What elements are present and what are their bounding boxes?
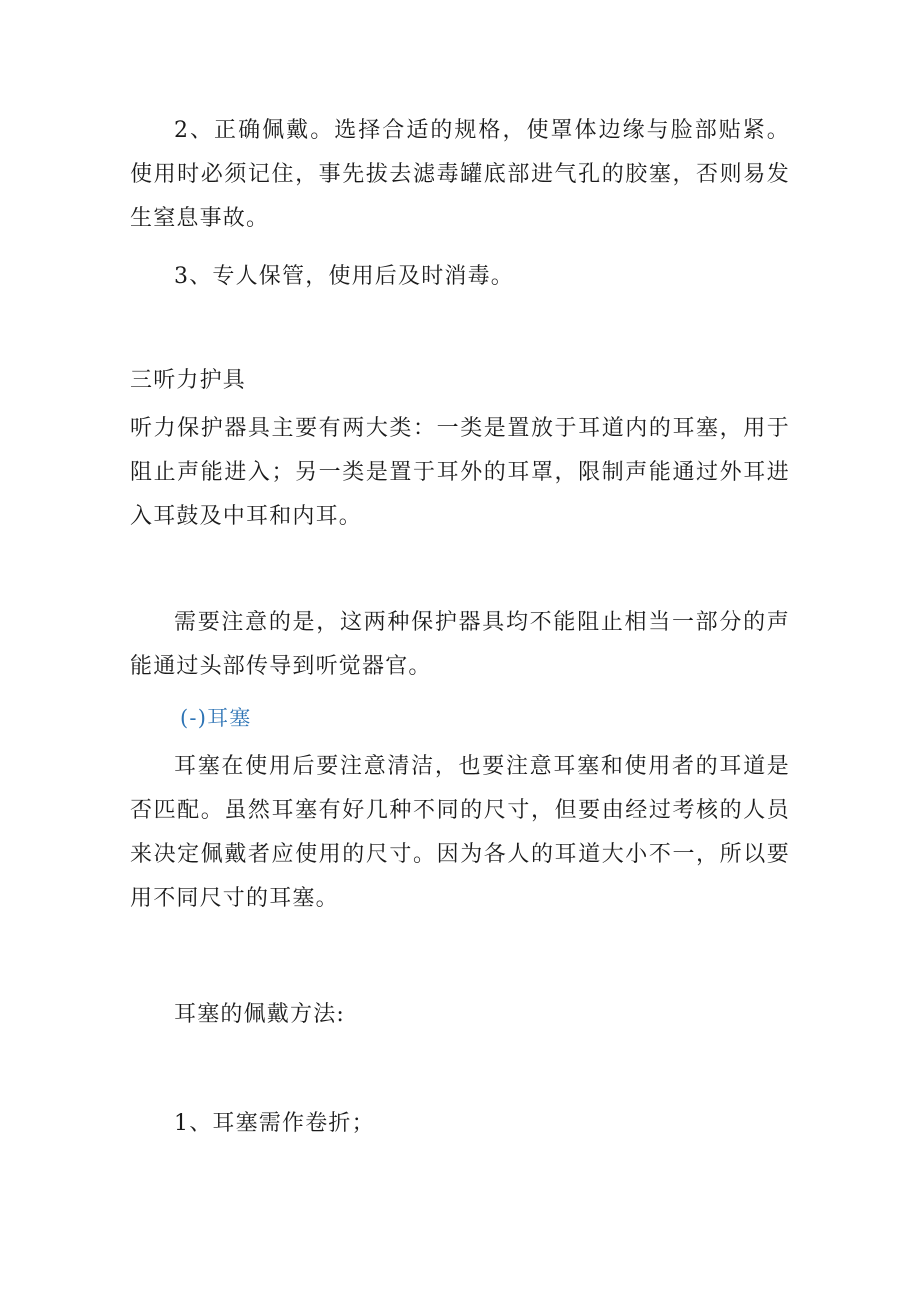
- list-item-step-1: 1、耳塞需作卷折；: [174, 1111, 375, 1136]
- heading-earplugs: (-)耳塞: [180, 706, 252, 730]
- paragraph-hearing-types: 听力保护器具主要有两大类：一类是置放于耳道内的耳塞，用于阻止声能进入；另一类是置于耳外的耳罩，限制声能通过外耳进入耳鼓及中耳和内耳。: [130, 416, 790, 529]
- paragraph-earplug-usage: 耳塞在使用后要注意清洁，也要注意耳塞和使用者的耳道是否匹配。虽然耳塞有好几种不同的尺寸，但要由经过考核的人员来决定佩戴者应使用的尺寸。因为各人的耳道大小不一，所以要用不同尺寸的耳塞。: [130, 754, 790, 911]
- paragraph-correct-wearing: 2、正确佩戴。选择合适的规格，使罩体边缘与脸部贴紧。使用时必须记住，事先拔去滤毒罐底部进气孔的胶塞，否则易发生窒息事故。: [130, 118, 790, 231]
- paragraph-storage: 3、专人保管，使用后及时消毒。: [174, 264, 514, 289]
- heading-hearing-protection: 三听力护具: [130, 368, 247, 393]
- paragraph-wearing-method: 耳塞的佩戴方法:: [174, 1002, 346, 1027]
- paragraph-note: 需要注意的是，这两种保护器具均不能阻止相当一部分的声能通过头部传导到听觉器官。: [130, 610, 790, 679]
